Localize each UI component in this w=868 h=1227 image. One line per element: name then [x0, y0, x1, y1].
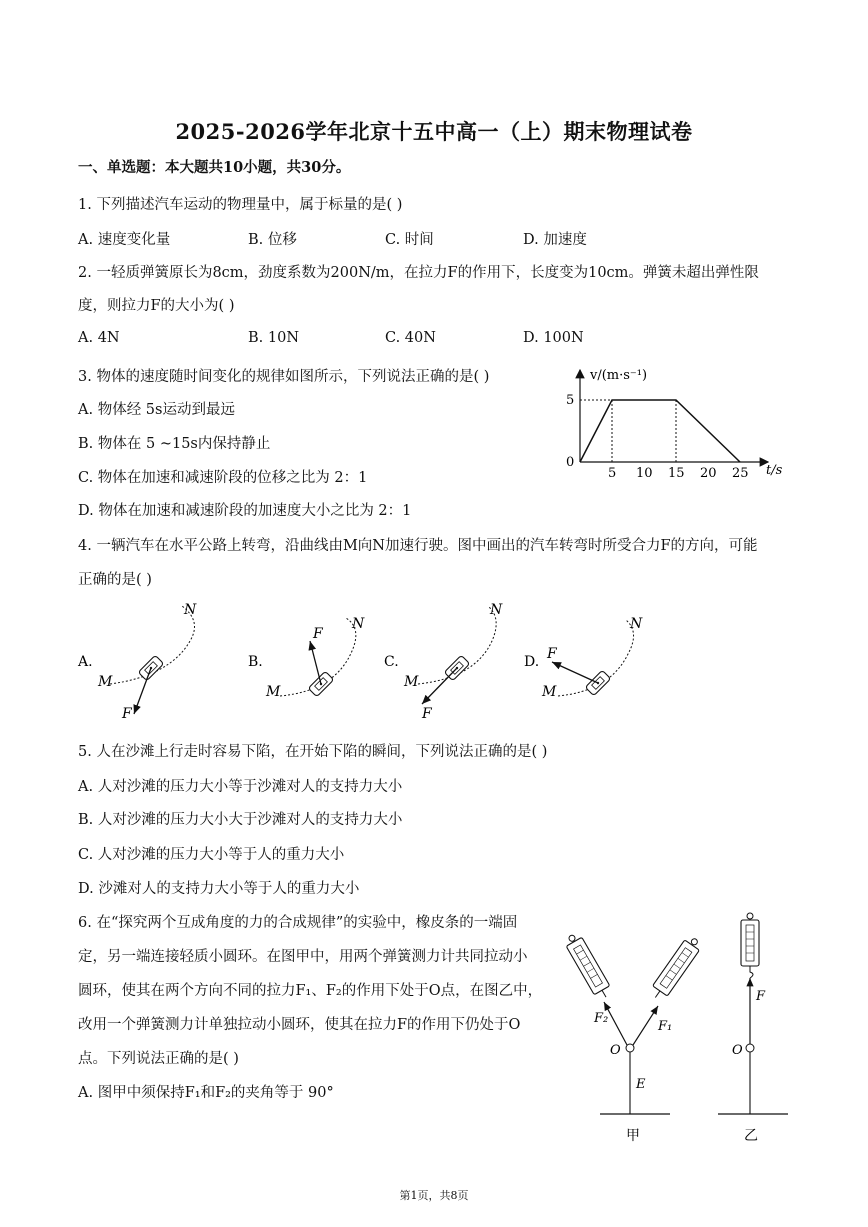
- fig-b-n: N: [352, 616, 365, 632]
- q6-stem-line3: 圆环，使其在两个方向不同的拉力F₁、F₂的作用下处于O点，在图乙中，: [78, 983, 543, 999]
- q2-option-d: D. 100N: [523, 330, 584, 346]
- section-heading: 一、单选题：本大题共10小题，共30分。: [78, 159, 351, 176]
- q1-option-d: D. 加速度: [523, 232, 587, 248]
- fig-b-f: F: [313, 626, 323, 642]
- q6-stem-line4: 改用一个弹簧测力计单独拉动小圆环，使其在拉力F的作用下仍处于O: [78, 1017, 521, 1033]
- label-f2: F₂: [594, 1011, 609, 1026]
- fig-c-f: F: [422, 706, 432, 722]
- q5-option-d: D. 沙滩对人的支持力大小等于人的重力大小: [78, 881, 360, 897]
- label-o-jia: O: [610, 1043, 621, 1058]
- q3-velocity-time-graph: [560, 362, 800, 482]
- q6-stem-line1: 6. 在“探究两个互成角度的力的合成规律”的实验中，橡皮条的一端固: [78, 915, 518, 931]
- q1-stem: 1. 下列描述汽车运动的物理量中，属于标量的是( ): [78, 197, 403, 213]
- fig-d-f: F: [547, 646, 557, 662]
- q4-figure-b: [248, 616, 365, 700]
- q6-stem-line5: 点。下列说法正确的是( ): [78, 1051, 239, 1067]
- fig-d-n: N: [630, 616, 643, 632]
- x-tick-25: 25: [732, 466, 749, 481]
- q3-option-d: D. 物体在加速和减速阶段的加速度大小之比为 2：1: [78, 503, 412, 519]
- fig-a-m: M: [98, 674, 113, 690]
- fig-a-label: A.: [78, 654, 93, 670]
- q4-figure-d: [524, 616, 643, 700]
- q1-option-a: A. 速度变化量: [78, 232, 171, 248]
- y-axis-label: v/(m·s⁻¹): [590, 368, 648, 383]
- q6-option-a: A. 图甲中须保持F₁和F₂的夹角等于 90°: [78, 1085, 334, 1101]
- q1-option-c: C. 时间: [385, 232, 434, 248]
- q4-figure-c: [384, 602, 503, 722]
- figure-jia: [563, 931, 704, 1144]
- origin-label: 0: [566, 455, 575, 470]
- fig-d-label: D.: [524, 654, 540, 670]
- fig-b-label: B.: [248, 654, 263, 670]
- q5-option-b: B. 人对沙滩的压力大小大于沙滩对人的支持力大小: [78, 812, 403, 828]
- y-tick-5: 5: [566, 393, 575, 408]
- q3-option-a: A. 物体经 5s运动到最远: [78, 402, 235, 418]
- q2-option-c: C. 40N: [385, 330, 436, 346]
- label-e: E: [636, 1077, 646, 1092]
- x-axis-label: t/s: [766, 463, 783, 478]
- q3-stem: 3. 物体的速度随时间变化的规律如图所示，下列说法正确的是( ): [78, 369, 490, 385]
- q5-option-c: C. 人对沙滩的压力大小等于人的重力大小: [78, 847, 345, 863]
- page-footer: 第1页，共8页: [399, 1189, 469, 1202]
- q5-stem: 5. 人在沙滩上行走时容易下陷，在开始下陷的瞬间，下列说法正确的是( ): [78, 744, 548, 760]
- fig-c-label: C.: [384, 654, 399, 670]
- q4-figures: [70, 596, 790, 726]
- x-tick-15: 15: [668, 466, 685, 481]
- fig-a-f: F: [122, 706, 132, 722]
- q4-stem-line2: 正确的是( ): [78, 572, 152, 588]
- q2-stem-line2: 度，则拉力F的大小为( ): [78, 298, 235, 314]
- q6-stem-line2: 定，另一端连接轻质小圆环。在图甲中，用两个弹簧测力计共同拉动小: [78, 949, 528, 965]
- q1-option-b: B. 位移: [248, 232, 297, 248]
- fig-a-n: N: [184, 602, 197, 618]
- label-o-yi: O: [732, 1043, 743, 1058]
- q3-option-b: B. 物体在 5 ~15s内保持静止: [78, 436, 271, 452]
- q3-option-c: C. 物体在加速和减速阶段的位移之比为 2：1: [78, 470, 368, 486]
- label-f: F: [756, 989, 766, 1004]
- q2-stem-line1: 2. 一轻质弹簧原长为8cm，劲度系数为200N/m，在拉力F的作用下，长度变为10cm。弹簧未超出弹性限: [78, 265, 759, 281]
- q2-option-b: B. 10N: [248, 330, 300, 346]
- x-tick-20: 20: [700, 466, 717, 481]
- fig-c-m: M: [404, 674, 419, 690]
- fig-d-m: M: [542, 684, 557, 700]
- figure-yi: [718, 913, 788, 1144]
- page-title: 2025-2026学年北京十五中高一（上）期末物理试卷: [175, 119, 693, 144]
- x-tick-5: 5: [608, 466, 617, 481]
- q4-figure-a: [77, 602, 197, 722]
- q5-option-a: A. 人对沙滩的压力大小等于沙滩对人的支持力大小: [78, 779, 403, 795]
- fig-b-m: M: [266, 684, 281, 700]
- velocity-line: [580, 400, 740, 462]
- fig-c-n: N: [490, 602, 503, 618]
- q6-spring-scale-diagram: [560, 906, 800, 1156]
- label-f1: F₁: [658, 1019, 673, 1034]
- label-yi: 乙: [744, 1128, 758, 1144]
- q2-option-a: A. 4N: [78, 330, 120, 346]
- x-tick-10: 10: [636, 466, 653, 481]
- q4-stem-line1: 4. 一辆汽车在水平公路上转弯，沿曲线由M向N加速行驶。图中画出的汽车转弯时所受合力F的方向，可能: [78, 538, 758, 554]
- label-jia: 甲: [626, 1128, 640, 1144]
